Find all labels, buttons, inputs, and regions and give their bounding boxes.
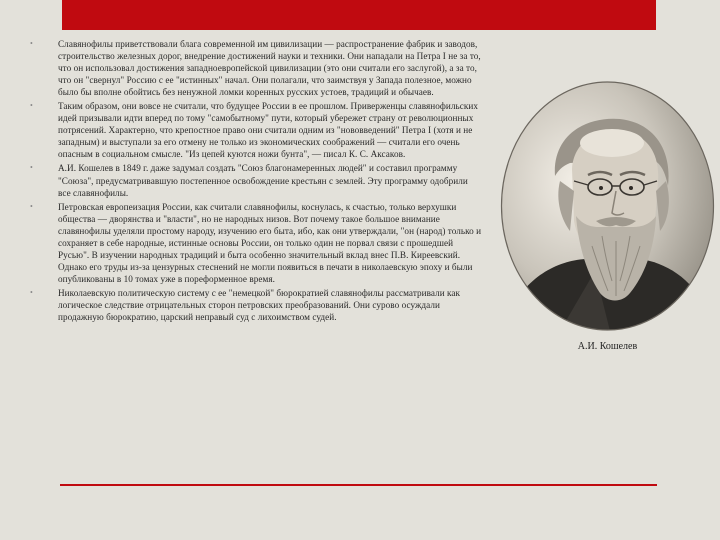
- bullet-marker: •: [30, 287, 33, 297]
- bullet-item: [30, 201, 482, 285]
- bullet-item: [30, 287, 482, 323]
- bullet-item: [30, 100, 482, 160]
- bullet-text: Петровская европеизация России, как считали славянофилы, коснулась, к счастью, только верхушки общества — дворянства и "власти", но не народных низов. Вот почему такое большое внимание славянофилы уделяли простому народу, изучению его быта, ибо, как они утверждали, "он (народ) только и сохраняет в себе народные, истинные основы России, он только один не порвал связи с прошедшей Русью". В изучении народных традиций и быта особенно значительный вклад внес П.В. Киреевский. Однако его труды из-за цензурных стеснений не могли появиться в печати в николаевскую эпоху и были опубликованы в 10 томах уже в пореформенное время.: [58, 201, 482, 284]
- bullet-item: [30, 162, 482, 198]
- bullet-text: Николаевскую политическую систему с ее "немецкой" бюрократией славянофилы рассматривали как логическое следствие отрицательных сторон петровских преобразований. Они сурово осуждали продажную бюрократию, царский неправый суд с лихоимством судей.: [58, 287, 461, 323]
- header-band: [62, 0, 656, 30]
- portrait-image: [500, 81, 715, 331]
- bullet-marker: •: [30, 163, 33, 173]
- bullet-text: А.И. Кошелев в 1849 г. даже задумал создать "Союз благонамеренных людей" и составил программу "Союза", предусматривавшую постепенное освобождение крестьян с землей. Эту программу одобрили все славянофилы.: [58, 163, 468, 198]
- bullet-text: Славянофилы приветствовали блага современной им цивилизации — распространение фабрик и заводов, строительство железных дорог, внедрение достижений науки и техники. Они нападали на Петра I не за то, что он использовал достижения западноевропейской цивилизации (это они считали его заслугой), а за то, что он "свернул" Россию с ее "истинных" начал. Они полагали, что заимствуя у Запада полезное, можно было бы вполне обойтись без ненужной ломки коренных русских устоев, традиций и обычаев.: [58, 39, 481, 98]
- bullet-item: [30, 38, 482, 98]
- bullet-marker: •: [30, 101, 33, 111]
- bullet-marker: •: [30, 39, 33, 48]
- text-column: [30, 38, 482, 325]
- bullet-text: Таким образом, они вовсе не считали, что будущее России в ее прошлом. Приверженцы славянофильских идей призывали идти вперед по тому "самобытному" пути, который убережет страну от революционных потрясений. Характерно, что крепостное право они считали одним из "нововведений" Петра I (хотя и не западным) и выступали за его отмену не только из экономических соображений — считали его очень опасным в социальном смысле. "Из цепей куются ножи бунта", — писал К. С. Аксаков.: [58, 101, 478, 160]
- bullet-marker: •: [30, 201, 33, 211]
- footer-rule: [60, 484, 657, 486]
- portrait-caption: А.И. Кошелев: [577, 341, 638, 352]
